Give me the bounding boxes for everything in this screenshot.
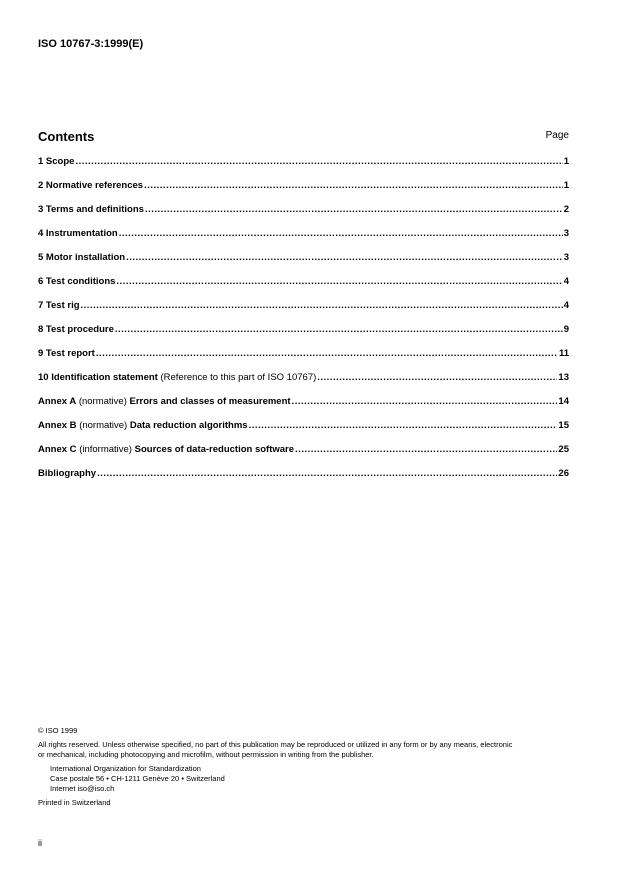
organization-address: Case postale 56 • CH-1211 Genève 20 • Switzerland xyxy=(50,774,225,783)
rights-statement-line-1: All rights reserved. Unless otherwise specified, no part of this publication may be reproduced or utilized in any form or by any means, electronic xyxy=(38,740,513,749)
toc-entry-label: 7 Test rig xyxy=(38,300,80,311)
toc-leader-dots xyxy=(317,372,557,383)
toc-entry-label: Annex C xyxy=(38,444,77,455)
toc-leader-dots xyxy=(126,252,563,263)
toc-entry-label: 10 Identification statement xyxy=(38,372,158,383)
page-column-label: Page xyxy=(545,130,569,141)
toc-page-number: 1 xyxy=(563,156,569,167)
toc-page-number: 9 xyxy=(563,324,569,335)
toc-entry-note: (Reference to this part of ISO 10767) xyxy=(160,372,317,383)
organization-internet: Internet iso@iso.ch xyxy=(50,784,115,793)
toc-page-number: 3 xyxy=(563,228,569,239)
toc-entry-label: Annex A xyxy=(38,396,77,407)
toc-page-number: 2 xyxy=(563,204,569,215)
rights-statement-line-2: or mechanical, including photocopying and microfilm, without permission in writing from the publisher. xyxy=(38,750,374,759)
toc-entry-terms-definitions[interactable] xyxy=(38,204,569,228)
toc-entry-label-group xyxy=(38,396,291,407)
toc-entry-label: 4 Instrumentation xyxy=(38,228,118,239)
organization-name: International Organization for Standardization xyxy=(50,764,201,773)
toc-page-number: 25 xyxy=(558,444,569,455)
toc-entry-annex-c[interactable] xyxy=(38,444,569,468)
toc-entry-title: Sources of data-reduction software xyxy=(134,444,295,455)
toc-entry-label-group xyxy=(38,444,294,455)
toc-leader-dots xyxy=(97,468,557,479)
toc-entry-test-rig[interactable] xyxy=(38,300,569,324)
toc-entry-label: 6 Test conditions xyxy=(38,276,116,287)
page-number: ii xyxy=(38,838,42,848)
toc-page-number: 4 xyxy=(563,276,569,287)
table-of-contents xyxy=(38,156,569,492)
toc-entry-instrumentation[interactable] xyxy=(38,228,569,252)
toc-page-number: 1 xyxy=(563,180,569,191)
toc-leader-dots xyxy=(295,444,557,455)
toc-entry-label: Annex B xyxy=(38,420,77,431)
toc-entry-annex-b[interactable] xyxy=(38,420,569,444)
toc-entry-note: (normative) xyxy=(78,396,127,407)
toc-leader-dots xyxy=(119,228,563,239)
toc-entry-label: 9 Test report xyxy=(38,348,95,359)
contents-title: Contents xyxy=(38,129,95,144)
toc-entry-note: (informative) xyxy=(79,444,132,455)
toc-entry-label: 3 Terms and definitions xyxy=(38,204,144,215)
toc-entry-label: 8 Test procedure xyxy=(38,324,114,335)
toc-entry-label-group xyxy=(38,372,316,383)
toc-entry-note: (normative) xyxy=(79,420,128,431)
toc-entry-bibliography[interactable] xyxy=(38,468,569,492)
toc-leader-dots xyxy=(96,348,558,359)
toc-page-number: 26 xyxy=(558,468,569,479)
toc-entry-normative-references[interactable] xyxy=(38,180,569,204)
toc-leader-dots xyxy=(115,324,563,335)
copyright-line: © ISO 1999 xyxy=(38,726,78,735)
copyright-notice xyxy=(38,726,578,808)
contents-heading xyxy=(38,128,569,146)
toc-page-number: 3 xyxy=(563,252,569,263)
toc-entry-annex-a[interactable] xyxy=(38,396,569,420)
toc-entry-identification-statement[interactable] xyxy=(38,372,569,396)
toc-leader-dots xyxy=(75,156,562,167)
toc-entry-motor-installation[interactable] xyxy=(38,252,569,276)
toc-entry-label-group xyxy=(38,420,248,431)
toc-page-number: 11 xyxy=(558,348,569,359)
toc-page-number: 13 xyxy=(558,372,569,383)
toc-entry-scope[interactable] xyxy=(38,156,569,180)
standard-identifier: ISO 10767-3:1999(E) xyxy=(38,38,144,50)
toc-entry-label: Bibliography xyxy=(38,468,97,479)
toc-entry-test-procedure[interactable] xyxy=(38,324,569,348)
toc-leader-dots xyxy=(81,300,563,311)
printed-location: Printed in Switzerland xyxy=(38,798,111,807)
toc-leader-dots xyxy=(292,396,558,407)
toc-page-number: 4 xyxy=(563,300,569,311)
toc-entry-title: Errors and classes of measurement xyxy=(129,396,291,407)
toc-entry-title: Data reduction algorithms xyxy=(129,420,248,431)
toc-page-number: 14 xyxy=(558,396,569,407)
toc-leader-dots xyxy=(144,180,563,191)
toc-page-number: 15 xyxy=(558,420,569,431)
toc-leader-dots xyxy=(116,276,562,287)
toc-entry-test-report[interactable] xyxy=(38,348,569,372)
toc-leader-dots xyxy=(145,204,563,215)
toc-entry-label: 5 Motor installation xyxy=(38,252,126,263)
toc-leader-dots xyxy=(249,420,558,431)
toc-entry-label: 1 Scope xyxy=(38,156,75,167)
toc-entry-label: 2 Normative references xyxy=(38,180,144,191)
toc-entry-test-conditions[interactable] xyxy=(38,276,569,300)
